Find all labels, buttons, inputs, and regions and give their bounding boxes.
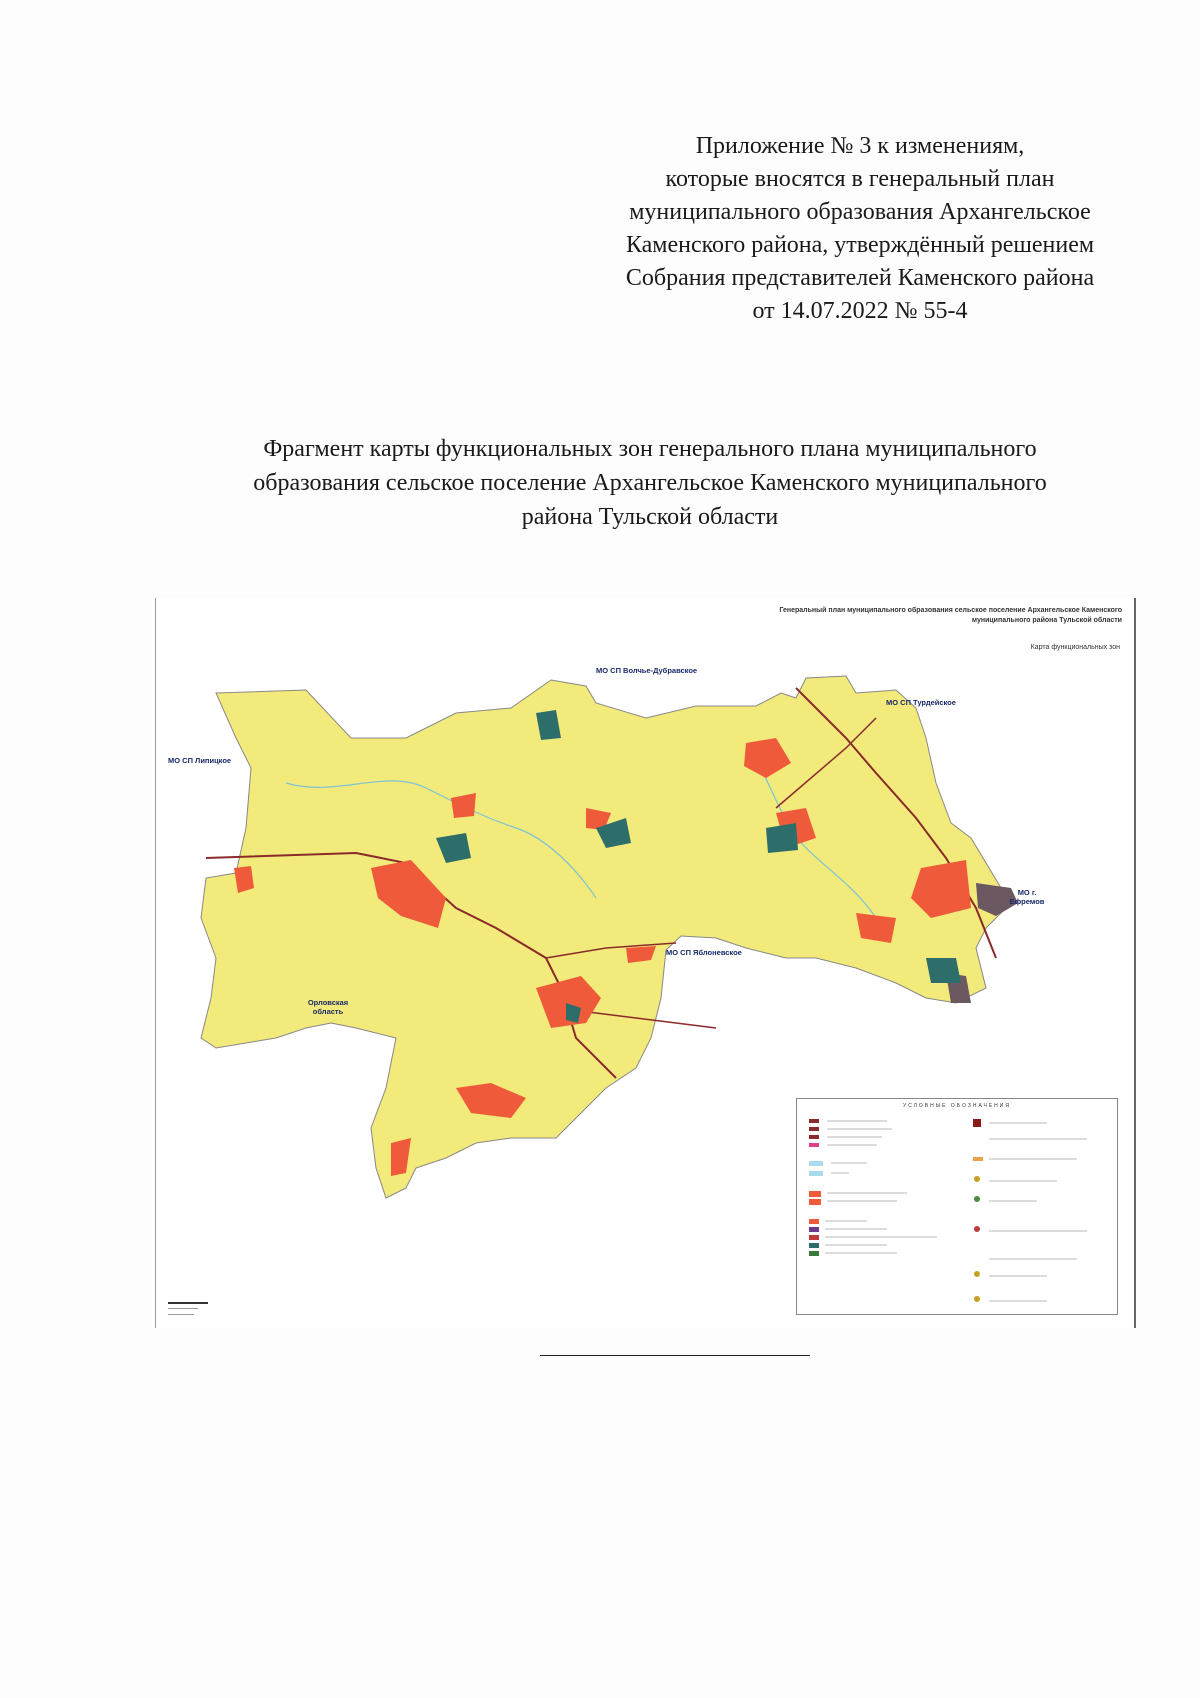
label-volche: МО СП Волчье-Дубравское [596, 666, 698, 675]
heading-line: Фрагмент карты функциональных зон генерального плана муниципального [263, 436, 1037, 462]
appendix-line: Каменского района, утверждённый решением [625, 232, 1095, 258]
map-legend [796, 1098, 1118, 1315]
map-title: Генеральный план муниципального образования сельское поселение Архангельское Каменского муниципального района Тульской области [779, 607, 1122, 624]
label-yablonev: МО СП Яблоневское [666, 948, 742, 957]
closing-rule [540, 1355, 810, 1356]
appendix-line: Приложение № 3 к изменениям, [695, 133, 1025, 159]
appendix-line: муниципального образования Архангельское [629, 199, 1091, 225]
scale-bar [168, 1300, 218, 1320]
map-figure [155, 598, 1136, 1328]
appendix-line: которые вносятся в генеральный план [665, 166, 1055, 192]
forest-zone [766, 823, 798, 853]
forest-zone [926, 958, 961, 983]
label-turdey: МО СП Турдейское [886, 698, 956, 707]
label-lipitsy: МО СП Липицкое [168, 756, 232, 765]
map-subtitle: Карта функциональных зон [1030, 644, 1120, 651]
appendix-header [540, 130, 1180, 328]
appendix-line: Собрания представителей Каменского района [625, 265, 1095, 291]
label-orel: Орловская область [307, 998, 349, 1016]
legend-swatches [797, 1099, 1117, 1314]
document-heading [150, 432, 1150, 534]
label-efremov: МО г. Ефремов [1009, 888, 1045, 906]
heading-line: образования сельское поселение Архангельское Каменского муниципального [253, 470, 1047, 496]
heading-line: района Тульской области [521, 504, 779, 530]
legend-title: УСЛОВНЫЕ ОБОЗНАЧЕНИЯ [903, 1103, 1011, 1109]
appendix-line: от 14.07.2022 № 55-4 [752, 298, 968, 324]
